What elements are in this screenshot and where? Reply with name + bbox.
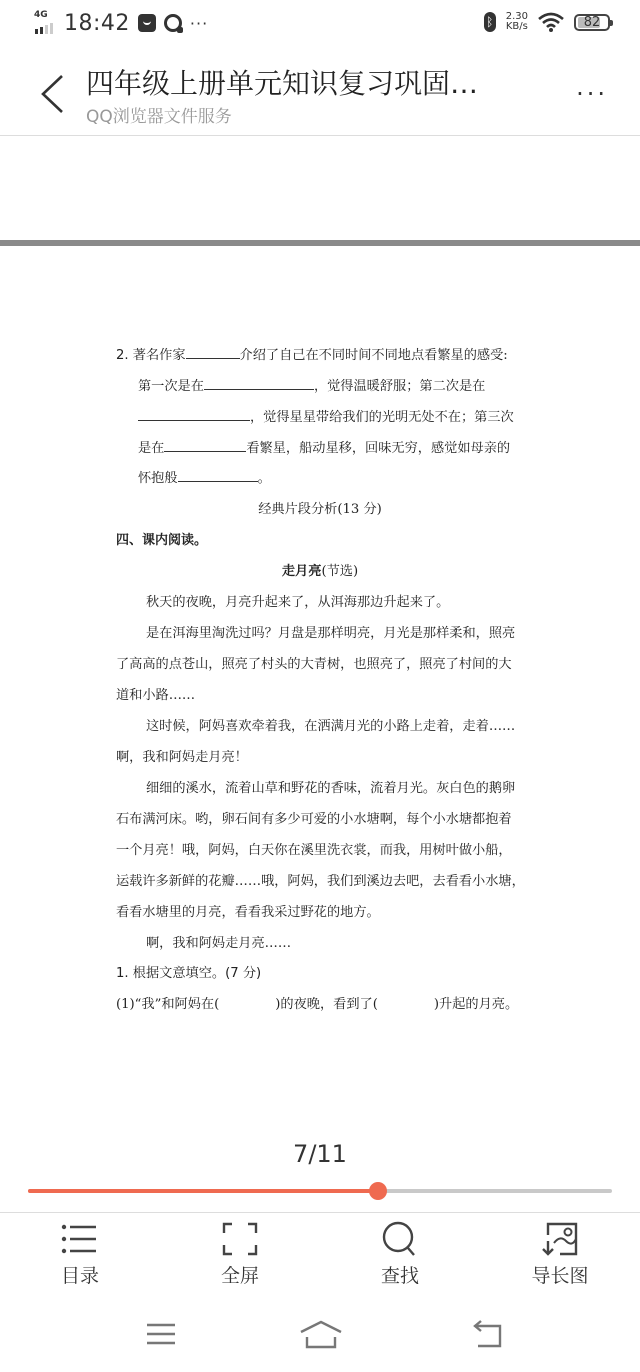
passage-paragraph: 是在洱海里淘洗过吗？月盘是那样明亮，月光是那样柔和，照亮 xyxy=(146,626,516,641)
export-long-image-label: 导长图 xyxy=(531,1265,589,1287)
passage-line: 看看水塘里的月亮，看看我采过野花的地方。 xyxy=(116,905,380,920)
battery-icon xyxy=(574,14,610,31)
question-1-part-1: (1)“我”和阿妈在( )的夜晚，看到了( )升起的月亮。 xyxy=(116,997,519,1012)
fullscreen-icon xyxy=(220,1221,260,1257)
passage-line: 石布满河床。哟，卵石间有多少可爱的小水塘啊，每个小水塘都抱着 xyxy=(116,812,512,827)
passage-line: 啊，我和阿妈走月亮！ xyxy=(116,750,248,765)
passage-paragraph: 细细的溪水，流着山草和野花的香味，流着月光。灰白色的鹅卵 xyxy=(146,781,516,796)
app-header xyxy=(0,50,640,136)
back-button[interactable] xyxy=(38,72,68,116)
bottom-toolbar xyxy=(0,1212,640,1299)
answer-blank xyxy=(138,408,250,421)
answer-blank xyxy=(186,346,240,359)
document-page[interactable] xyxy=(0,246,640,1146)
toc-button[interactable] xyxy=(20,1221,140,1288)
passage-line: 了高高的点苍山，照亮了村头的大青树，也照亮了，照亮了村间的大 xyxy=(116,657,512,672)
question-2-line-4: 是在 看繁星，船动星移，回味无穷，感觉如母亲的 xyxy=(138,441,511,456)
back-nav-button[interactable] xyxy=(472,1320,504,1350)
wifi-icon xyxy=(538,12,564,32)
question-2-line-3: ，觉得星星带给我们的光明无处不在；第三次 xyxy=(138,406,514,425)
slider-thumb[interactable] xyxy=(369,1182,387,1200)
fullscreen-label: 全屏 xyxy=(220,1265,259,1287)
passage-title: 走月亮(节选) xyxy=(281,564,359,579)
qq-browser-notification-icon xyxy=(164,14,182,32)
export-long-image-button[interactable] xyxy=(500,1221,620,1288)
network-speed xyxy=(506,12,528,32)
network-type: 4G xyxy=(34,10,48,20)
cellular-signal-icon xyxy=(34,10,60,36)
slider-progress xyxy=(28,1189,378,1193)
section-heading: 经典片段分析(13 分) xyxy=(258,502,382,517)
clock: 18:42 xyxy=(64,10,130,36)
question-2-line-5: 怀抱般 。 xyxy=(138,471,271,486)
search-icon xyxy=(380,1221,420,1257)
status-bar xyxy=(0,0,640,50)
home-button[interactable] xyxy=(299,1320,343,1350)
document-source: QQ浏览器文件服务 xyxy=(86,107,232,127)
export-image-icon xyxy=(540,1221,580,1257)
search-button[interactable] xyxy=(340,1221,460,1288)
system-navigation-bar xyxy=(0,1298,640,1372)
passage-line: 一个月亮！哦，阿妈，白天你在溪里洗衣裳，而我，用树叶做小船， xyxy=(116,843,512,858)
question-1-title: 1. 根据文意填空。(7 分) xyxy=(116,966,262,981)
answer-blank xyxy=(164,439,246,452)
part-title: 四、课内阅读。 xyxy=(116,533,208,548)
list-icon xyxy=(60,1221,100,1257)
shopping-bag-notification-icon xyxy=(138,14,156,32)
speed-unit: KB/s xyxy=(505,21,528,32)
more-notifications-icon: ··· xyxy=(189,13,209,33)
speed-value: 2.30 xyxy=(505,11,528,22)
passage-paragraph: 这时候，阿妈喜欢牵着我，在洒满月光的小路上走着，走着…… xyxy=(146,719,516,734)
more-options-button[interactable]: ··· xyxy=(576,80,608,108)
page-indicator: 7/11 xyxy=(293,1140,347,1168)
answer-blank xyxy=(204,377,314,390)
recent-apps-button[interactable] xyxy=(145,1320,177,1348)
passage-line: 运载许多新鲜的花瓣……哦，阿妈，我们到溪边去吧，去看看小水塘， xyxy=(116,874,525,889)
passage-paragraph: 啊，我和阿妈走月亮…… xyxy=(146,936,292,951)
search-label: 查找 xyxy=(380,1265,419,1287)
passage-paragraph: 秋天的夜晚，月亮升起来了，从洱海那边升起来了。 xyxy=(146,595,450,610)
question-2-line-1: 2. 著名作家 介绍了自己在不同时间不同地点看繁星的感受: xyxy=(116,348,508,363)
battery-level: 82 xyxy=(583,14,601,30)
answer-blank xyxy=(178,469,258,482)
page-slider[interactable] xyxy=(28,1189,612,1193)
document-title: 四年级上册单元知识复习巩固… xyxy=(86,67,479,100)
question-2-line-2: 第一次是在 ，觉得温暖舒服；第二次是在 xyxy=(138,379,486,394)
toc-label: 目录 xyxy=(60,1265,99,1287)
bluetooth-icon: ᛒ xyxy=(484,12,496,32)
passage-line: 道和小路…… xyxy=(116,688,196,703)
fullscreen-button[interactable] xyxy=(180,1221,300,1288)
